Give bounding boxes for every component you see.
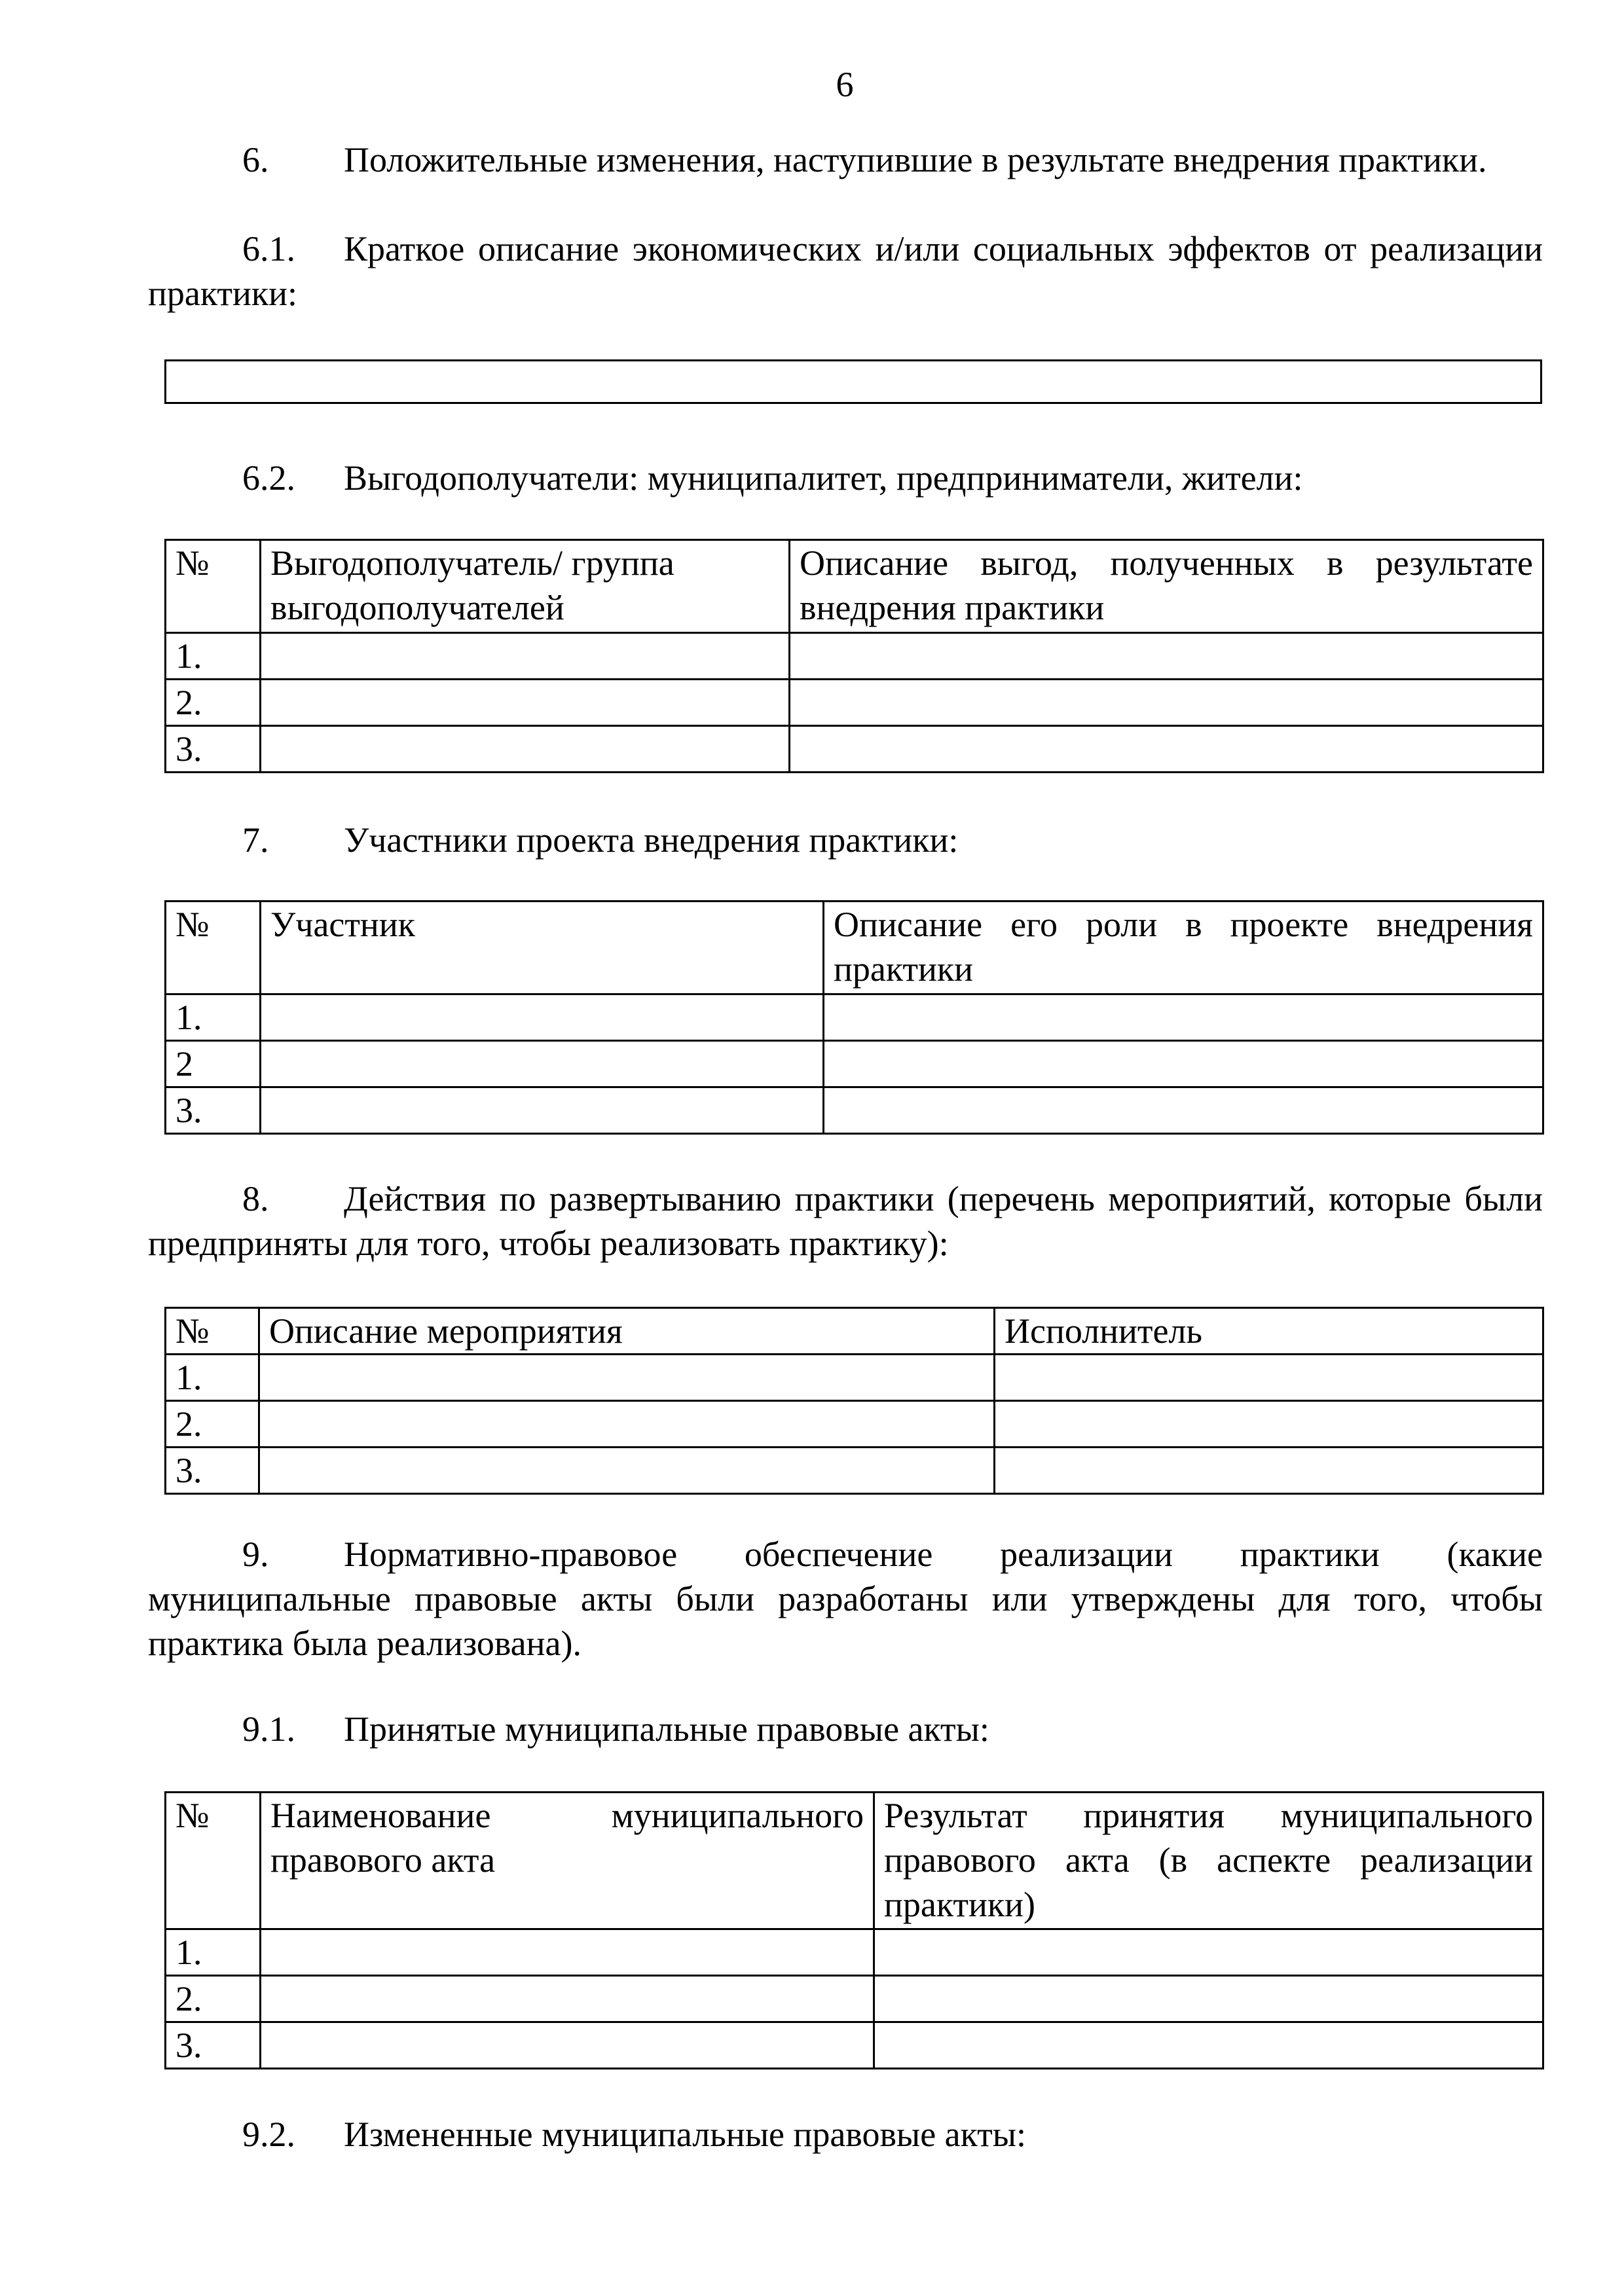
section-7-number: 7.	[242, 820, 269, 860]
action-cell[interactable]	[259, 1401, 995, 1448]
section-9-2-number: 9.2.	[242, 2115, 295, 2154]
section-9-number: 9.	[242, 1535, 269, 1574]
benefits-cell[interactable]	[790, 633, 1543, 680]
header-number: №	[166, 1793, 261, 1929]
table-header-row	[166, 902, 1543, 994]
header-beneficiary: Выгодополучатель/ группа выгодополучателей	[261, 540, 790, 633]
table-row	[166, 1401, 1543, 1448]
section-9-text: Нормативно-правовое обеспечение реализации практики (какие муниципальные правовые акты были разработаны или утверждены для того, чтобы практика была реализована).	[148, 1535, 1543, 1663]
row-number: 3.	[166, 1448, 259, 1494]
section-7-text: Участники проекта внедрения практики:	[344, 820, 959, 860]
section-6-2-heading	[242, 456, 1303, 500]
header-benefits-description: Описание выгод, полученных в результате внедрения практики	[790, 540, 1543, 633]
section-9-1-text: Принятые муниципальные правовые акты:	[344, 1709, 989, 1749]
section-7-heading	[242, 818, 958, 862]
participant-cell[interactable]	[261, 1087, 824, 1134]
participant-cell[interactable]	[261, 1041, 824, 1087]
beneficiaries-table	[164, 539, 1544, 773]
row-number: 3.	[166, 2022, 261, 2069]
header-number: №	[166, 540, 261, 633]
executor-cell[interactable]	[995, 1355, 1543, 1401]
section-6-number: 6.	[242, 140, 269, 179]
section-6-2-number: 6.2.	[242, 458, 295, 498]
section-8-text: Действия по развертыванию практики (перечень мероприятий, которые были предприняты для того, чтобы реализовать практику):	[148, 1179, 1543, 1263]
act-result-cell[interactable]	[874, 1976, 1543, 2022]
effects-description-box[interactable]	[164, 359, 1542, 404]
table-row	[166, 1355, 1543, 1401]
adopted-acts-table	[164, 1791, 1544, 2069]
row-number: 3.	[166, 1087, 261, 1134]
actions-table	[164, 1307, 1544, 1495]
header-executor: Исполнитель	[995, 1308, 1543, 1355]
row-number: 2	[166, 1041, 261, 1087]
beneficiary-cell[interactable]	[261, 633, 790, 680]
header-act-result: Результат принятия муниципального правового акта (в аспекте реализации практики)	[874, 1793, 1543, 1929]
act-result-cell[interactable]	[874, 2022, 1543, 2069]
executor-cell[interactable]	[995, 1401, 1543, 1448]
table-row	[166, 1976, 1543, 2022]
benefits-cell[interactable]	[790, 726, 1543, 773]
beneficiary-cell[interactable]	[261, 726, 790, 773]
section-6-paragraph	[148, 137, 1543, 182]
row-number: 1.	[166, 1355, 259, 1401]
section-9-1-heading	[242, 1707, 989, 1751]
section-9-paragraph	[148, 1532, 1543, 1666]
act-result-cell[interactable]	[874, 1929, 1543, 1976]
page-number: 6	[836, 65, 854, 104]
row-number: 2.	[166, 1976, 261, 2022]
section-8-number: 8.	[242, 1179, 269, 1218]
section-8-paragraph	[148, 1176, 1543, 1266]
beneficiary-cell[interactable]	[261, 680, 790, 726]
row-number: 2.	[166, 1401, 259, 1448]
row-number: 3.	[166, 726, 261, 773]
section-9-2-heading	[242, 2112, 1026, 2157]
table-row	[166, 1041, 1543, 1087]
table-row	[166, 726, 1543, 773]
row-number: 2.	[166, 680, 261, 726]
executor-cell[interactable]	[995, 1448, 1543, 1494]
role-cell[interactable]	[824, 1041, 1543, 1087]
section-6-1-paragraph	[148, 227, 1543, 316]
table-row	[166, 680, 1543, 726]
act-name-cell[interactable]	[261, 2022, 874, 2069]
header-participant: Участник	[261, 902, 824, 994]
table-row	[166, 1448, 1543, 1494]
table-header-row	[166, 1308, 1543, 1355]
table-row	[166, 1087, 1543, 1134]
row-number: 1.	[166, 1929, 261, 1976]
action-cell[interactable]	[259, 1355, 995, 1401]
section-6-1-text: Краткое описание экономических и/или социальных эффектов от реализации практики:	[148, 229, 1543, 313]
participant-cell[interactable]	[261, 994, 824, 1041]
table-row	[166, 633, 1543, 680]
header-action-description: Описание мероприятия	[259, 1308, 995, 1355]
header-number: №	[166, 1308, 259, 1355]
section-6-text: Положительные изменения, наступившие в результате внедрения практики.	[344, 140, 1487, 179]
section-9-1-number: 9.1.	[242, 1709, 295, 1749]
section-9-2-text: Измененные муниципальные правовые акты:	[344, 2115, 1027, 2154]
act-name-cell[interactable]	[261, 1976, 874, 2022]
action-cell[interactable]	[259, 1448, 995, 1494]
participants-table	[164, 900, 1544, 1135]
header-act-name: Наименование муниципального правового акта	[261, 1793, 874, 1929]
header-role-description: Описание его роли в проекте внедрения практики	[824, 902, 1543, 994]
header-number: №	[166, 902, 261, 994]
benefits-cell[interactable]	[790, 680, 1543, 726]
section-6-2-text: Выгодополучатели: муниципалитет, предприниматели, жители:	[344, 458, 1303, 498]
table-header-row	[166, 1793, 1543, 1929]
section-6-1-number: 6.1.	[242, 229, 295, 268]
act-name-cell[interactable]	[261, 1929, 874, 1976]
role-cell[interactable]	[824, 994, 1543, 1041]
table-row	[166, 2022, 1543, 2069]
table-row	[166, 1929, 1543, 1976]
table-row	[166, 994, 1543, 1041]
table-header-row	[166, 540, 1543, 633]
role-cell[interactable]	[824, 1087, 1543, 1134]
row-number: 1.	[166, 633, 261, 680]
row-number: 1.	[166, 994, 261, 1041]
